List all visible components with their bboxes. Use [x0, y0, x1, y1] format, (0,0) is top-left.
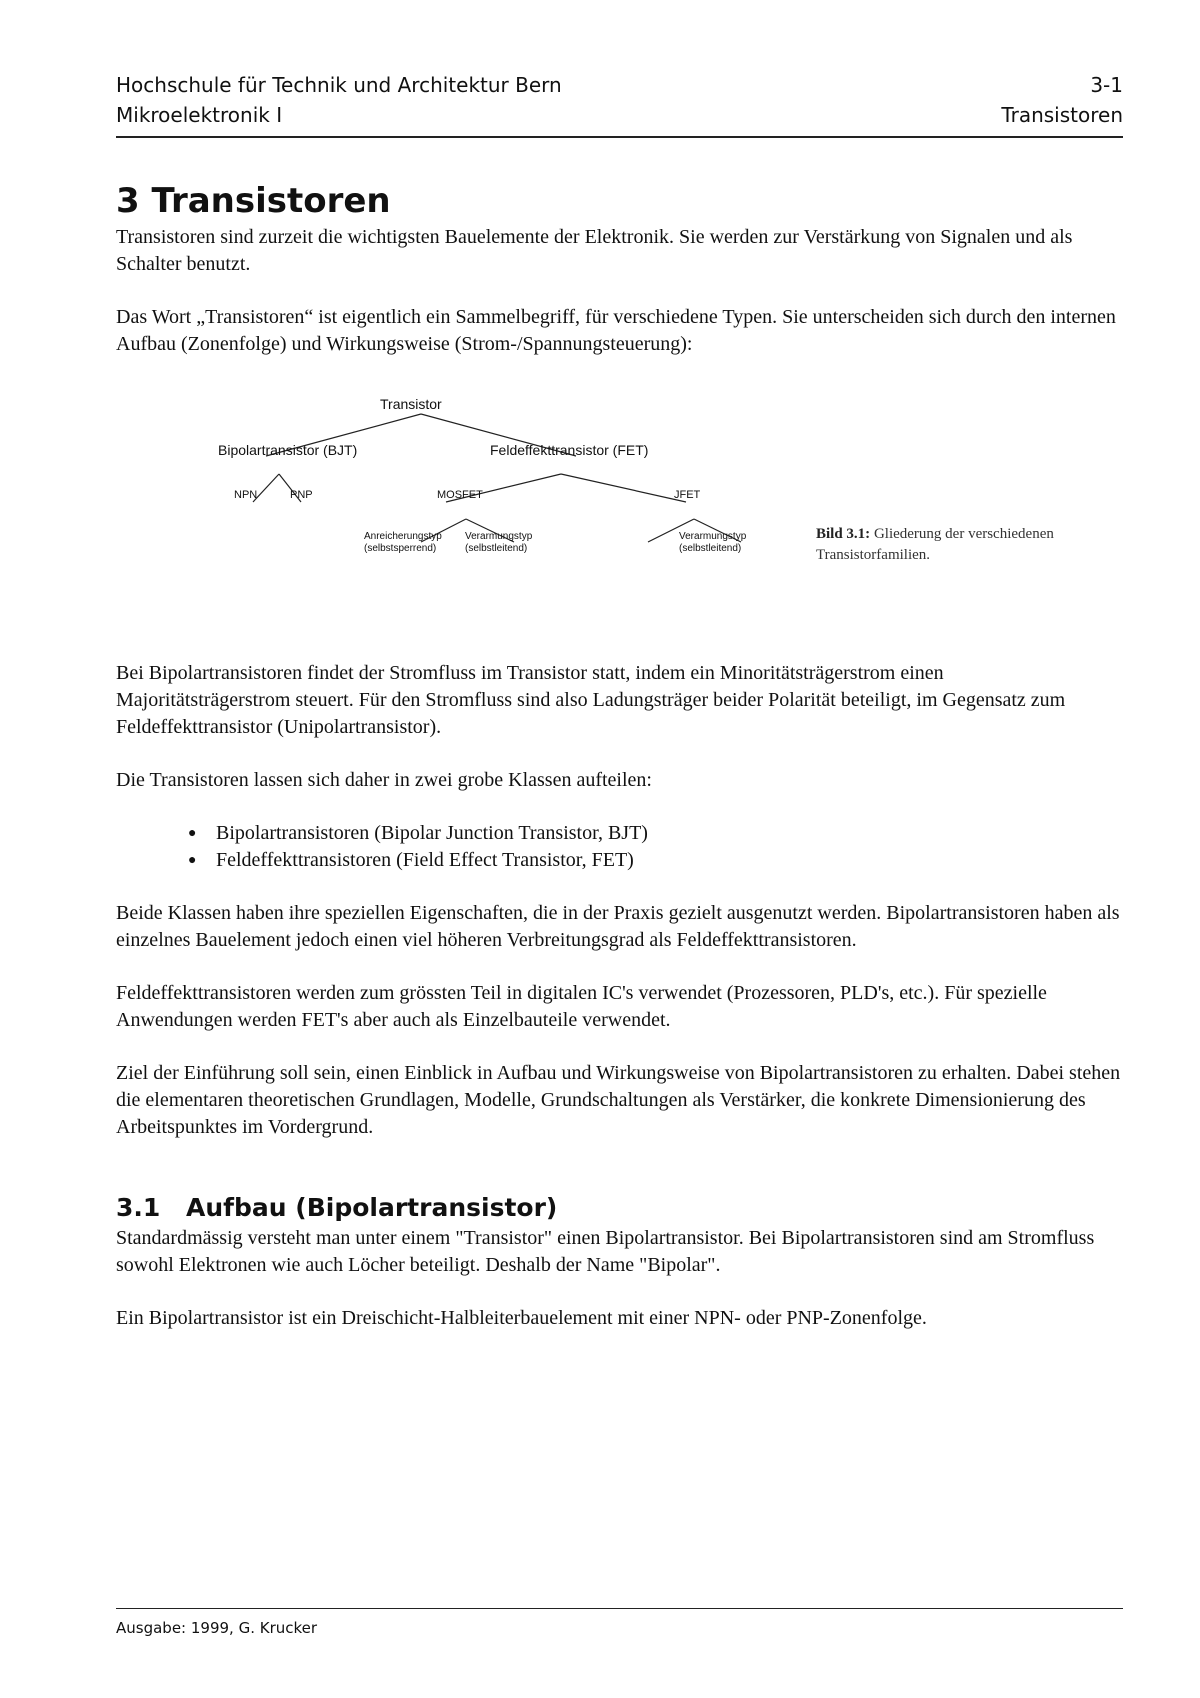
node-jfet: JFET: [674, 489, 701, 501]
header-course: Mikroelektronik I: [116, 103, 283, 127]
node-jfet-depletion: [679, 531, 746, 555]
node-transistor: Transistor: [380, 396, 442, 412]
section-paragraph-1: Standardmässig versteht man unter einem "Transistor" einen Bipolartransistor. Bei Bipolartransistoren sind am Stromfluss sowohl Elektronen wie auch Löcher beteiligt. Deshalb der Name "Bipolar".: [116, 1227, 1095, 1276]
body-paragraph-bipolar: Bei Bipolartransistoren findet der Stromfluss im Transistor statt, indem ein Minoritätsträgerstrom einen Majoritätsträgerstrom steuert. Für den Stromfluss sind also Ladungsträger beider Polarität beteiligt, im Gegensatz zum Feldeffekttransistor (Unipolartransistor).: [116, 662, 1066, 738]
node-mosfet-enhancement: [364, 531, 442, 555]
page-header: [116, 70, 1123, 130]
page-content: [116, 178, 1123, 1358]
header-divider: [116, 136, 1123, 138]
node-mosfet: MOSFET: [437, 489, 483, 501]
footer-divider: [116, 1608, 1123, 1609]
intro-paragraph-2: Das Wort „Transistoren“ ist eigentlich ein Sammelbegriff, für verschiedene Typen. Sie unterscheiden sich durch den internen Aufbau (Zonenfolge) und Wirkungsweise (Strom-/Spannungsteuerung):: [116, 306, 1116, 355]
page-footer: Ausgabe: 1999, G. Krucker: [116, 1619, 318, 1637]
body-paragraph-fet-usage: Feldeffekttransistoren werden zum grössten Teil in digitalen IC's verwendet (Prozessoren, PLD's, etc.). Für spezielle Anwendungen werden FET's aber auch als Einzelbauteile verwendet.: [116, 982, 1047, 1031]
mosfet-enhancement-note: (selbstsperrend): [364, 543, 437, 554]
header-row-2: [116, 100, 1123, 130]
figure-caption-text: Gliederung der verschiedenen Transistorfamilien.: [816, 526, 1054, 563]
jfet-depletion-type: Verarmungstyp: [679, 531, 747, 542]
jfet-depletion-note: (selbstleitend): [679, 543, 742, 554]
list-item-fet: ● Feldeffekttransistoren (Field Effect Transistor, FET): [216, 847, 1123, 874]
section-title: Aufbau (Bipolartransistor): [186, 1193, 558, 1222]
body-paragraph-classes: Die Transistoren lassen sich daher in zwei grobe Klassen aufteilen:: [116, 769, 652, 791]
body-paragraph-goal: Ziel der Einführung soll sein, einen Einblick in Aufbau und Wirkungsweise von Bipolartransistoren zu erhalten. Dabei stehen die elementaren theoretischen Grundlagen, Modelle, Grundschaltungen als Verstärker, die konkrete Dimensionierung des Arbeitspunktes im Vordergrund.: [116, 1062, 1121, 1138]
mosfet-depletion-note: (selbstleitend): [465, 543, 528, 554]
mosfet-depletion-type: Verarmungstyp: [465, 531, 533, 542]
chapter-heading: 3 Transistoren: [116, 181, 391, 221]
list-item-bjt: ● Bipolartransistoren (Bipolar Junction Transistor, BJT): [216, 820, 1123, 847]
header-institution: Hochschule für Technik und Architektur Bern: [116, 73, 562, 97]
section-heading: [116, 1191, 1123, 1225]
transistor-family-figure: [116, 384, 1123, 646]
body-paragraph-properties: Beide Klassen haben ihre speziellen Eigenschaften, die in der Praxis gezielt ausgenutzt werden. Bipolartransistoren haben als einzelnes Bauelement jedoch einen viel höheren Verbreitungsgrad als Feldeffekttransistoren.: [116, 902, 1120, 951]
edge-fet-jfet: [561, 474, 686, 502]
node-bjt: Bipolartransistor (BJT): [218, 442, 358, 458]
figure-caption-label: Bild 3.1:: [816, 526, 871, 542]
intro-paragraph-1: Transistoren sind zurzeit die wichtigsten Bauelemente der Elektronik. Sie werden zur Verstärkung von Signalen und als Schalter benutzt.: [116, 226, 1073, 275]
figure-caption: [816, 524, 1116, 566]
header-row-1: [116, 70, 1123, 100]
node-fet: Feldeffekttransistor (FET): [490, 442, 649, 458]
section-number: 3.1: [116, 1193, 161, 1222]
header-chapter: Transistoren: [1001, 103, 1123, 127]
transistor-class-list: [116, 820, 1123, 874]
node-npn: NPN: [234, 489, 258, 501]
mosfet-enhancement-type: Anreicherungstyp: [364, 531, 442, 542]
section-paragraph-2: Ein Bipolartransistor ist ein Dreischicht-Halbleiterbauelement mit einer NPN- oder PNP-Zonenfolge.: [116, 1307, 927, 1329]
node-mosfet-depletion: [465, 531, 532, 555]
header-page-number: 3-1: [1090, 73, 1123, 97]
tree-lines: [116, 384, 1123, 646]
node-pnp: PNP: [290, 489, 313, 501]
